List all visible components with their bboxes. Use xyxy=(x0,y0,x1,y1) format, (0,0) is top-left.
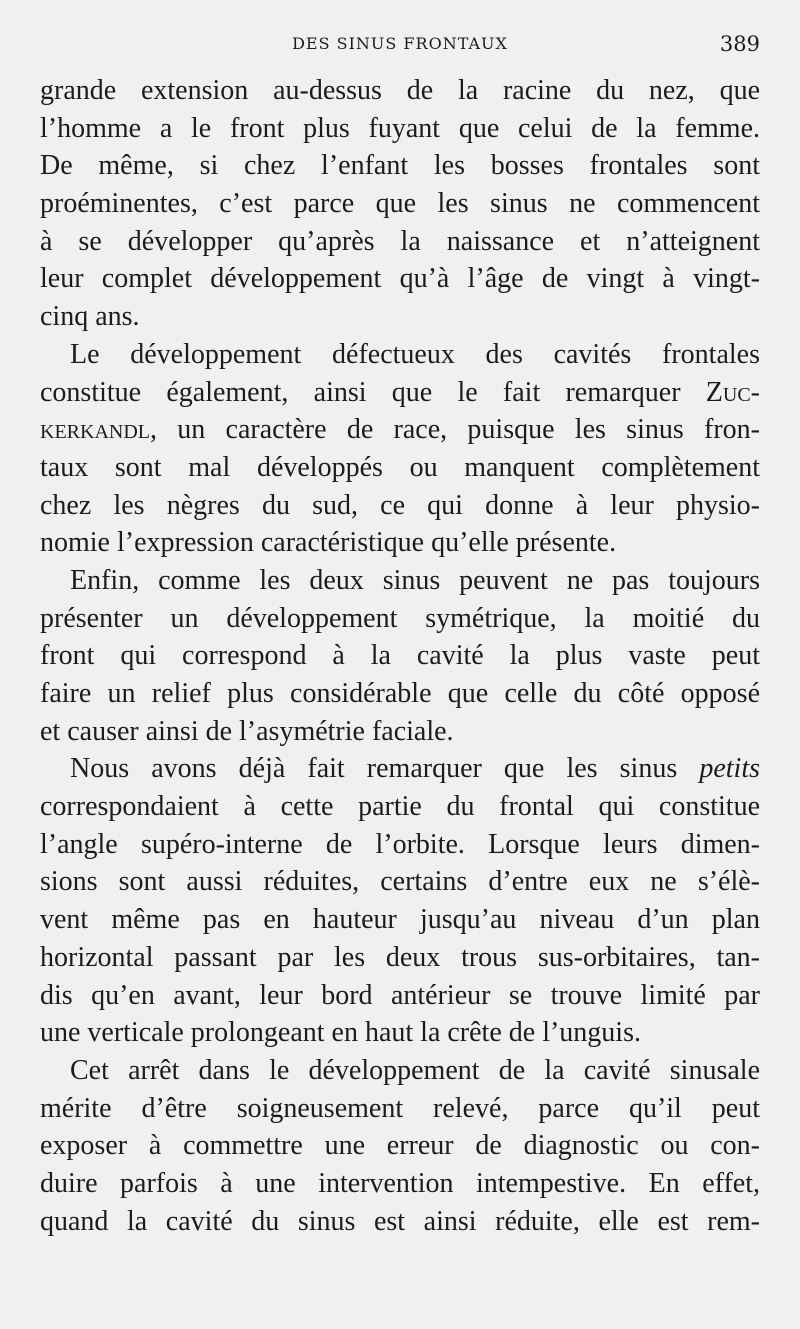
text-line: présenter un développement symétrique, la moitié du xyxy=(40,602,760,634)
text-line xyxy=(40,750,760,788)
text-line: grande extension au-dessus de la racine du nez, que xyxy=(40,75,760,106)
text-line: nomie l’expression caractéristique qu’elle présente. xyxy=(40,527,617,559)
text-line: chez les nègres du sud, ce qui donne à leur physio- xyxy=(40,489,760,521)
text-line: exposer à commettre une erreur de diagnostic ou con- xyxy=(40,1130,760,1162)
page-number: 389 xyxy=(719,32,760,56)
text-line: à se développer qu’après la naissance et n’atteignent xyxy=(40,225,760,257)
emphasis-word: petits xyxy=(699,753,761,785)
text-line: sions sont aussi réduites, certains d’entre eux ne s’élè- xyxy=(40,866,760,898)
text-line: Enfin, comme les deux sinus peuvent ne pas toujours xyxy=(70,564,760,596)
text-line: taux sont mal développés ou manquent complètement xyxy=(40,451,760,483)
running-title: DES SINUS FRONTAUX xyxy=(292,34,508,53)
text-line: mérite d’être soigneusement relevé, parce qu’il peut xyxy=(40,1092,760,1124)
running-head xyxy=(40,34,760,58)
text-line xyxy=(40,374,760,412)
text-line: De même, si chez l’enfant les bosses frontales sont xyxy=(40,150,760,182)
text-line: cinq ans. xyxy=(40,301,140,333)
text-line: Cet arrêt dans le développement de la cavité sinusale xyxy=(70,1054,760,1086)
text-fragment: constitue également, ainsi que le fait remarquer xyxy=(40,376,706,408)
text-line: et causer ainsi de l’asymétrie faciale. xyxy=(40,715,454,747)
text-fragment: un caractère de race, puisque les sinus fron- xyxy=(157,414,760,446)
text-line: Le développement défectueux des cavités frontales xyxy=(70,338,760,370)
text-line: proéminentes, c’est parce que les sinus ne commencent xyxy=(40,188,760,220)
text-line: dis qu’en avant, leur bord antérieur se trouve limité par xyxy=(40,979,760,1011)
body-text xyxy=(40,72,760,1240)
text-line: l’homme a le front plus fuyant que celui de la femme. xyxy=(40,112,760,144)
author-name: Zuc- xyxy=(705,376,760,408)
text-line: faire un relief plus considérable que celle du côté opposé xyxy=(40,678,760,709)
text-line: front qui correspond à la cavité la plus vaste peut xyxy=(40,640,760,672)
text-line: vent même pas en hauteur jusqu’au niveau d’un plan xyxy=(40,904,760,936)
text-fragment: Nous avons déjà fait remarquer que les sinus xyxy=(70,753,678,785)
text-line: une verticale prolongeant en haut la crête de l’unguis. xyxy=(40,1017,641,1049)
text-line: leur complet développement qu’à l’âge de vingt à vingt- xyxy=(40,263,760,295)
text-line: l’angle supéro-interne de l’orbite. Lorsque leurs dimen- xyxy=(40,828,760,860)
text-line: duire parfois à une intervention intempestive. En effet, xyxy=(40,1167,760,1199)
text-line: correspondaient à cette partie du frontal qui constitue xyxy=(40,791,760,823)
author-name: kerkandl, xyxy=(40,414,157,446)
text-line: quand la cavité du sinus est ainsi réduite, elle est rem- xyxy=(40,1205,760,1237)
text-line: horizontal passant par les deux trous sus-orbitaires, tan- xyxy=(40,941,760,973)
text-line xyxy=(40,411,760,449)
